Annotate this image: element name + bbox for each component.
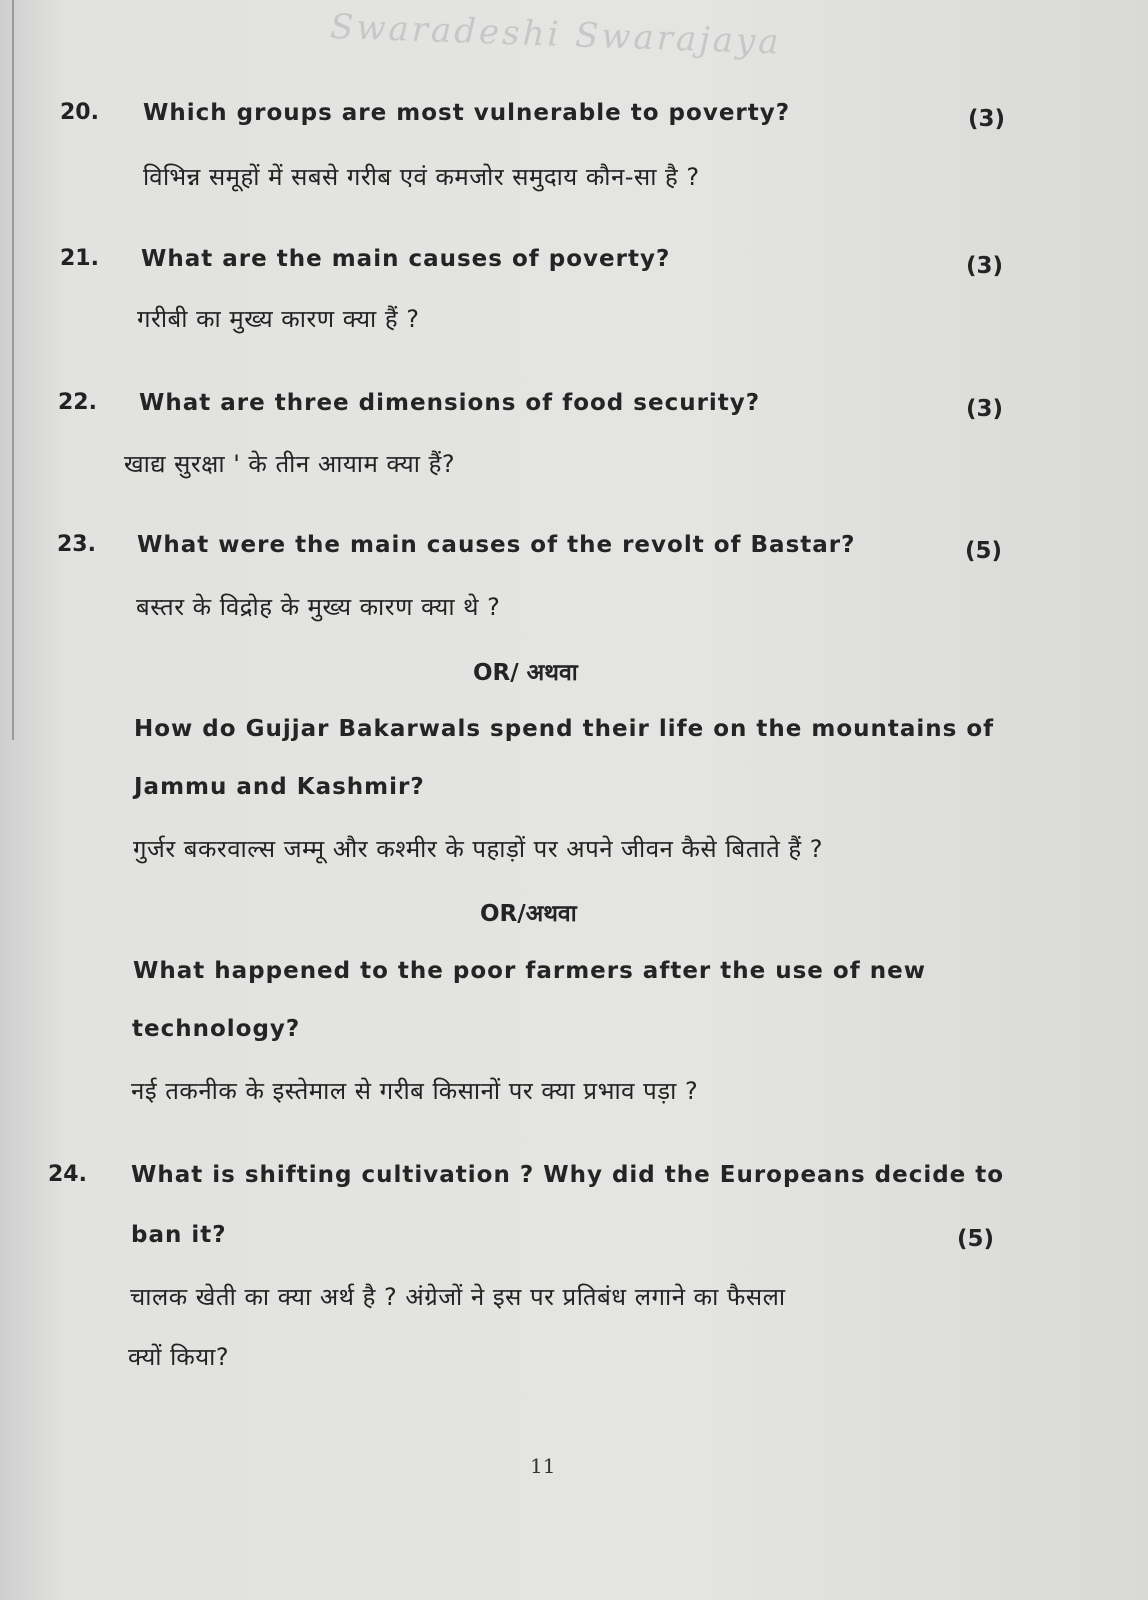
question-marks: (5) (957, 1226, 995, 1252)
question-number: 20. (60, 100, 99, 125)
question-text-hi: बस्तर के विद्रोह के मुख्य कारण क्या थे ? (136, 593, 501, 621)
question-text-en: Which groups are most vulnerable to poverty? (143, 100, 791, 126)
question-text-en: What are three dimensions of food security? (139, 390, 761, 416)
page-fold-line (12, 0, 14, 740)
alternative-question-en-cont: Jammu and Kashmir? (134, 774, 425, 800)
alternative-question-en: How do Gujjar Bakarwals spend their life on the mountains of (134, 716, 995, 742)
alternative-question-en: What happened to the poor farmers after the use of new (133, 958, 926, 984)
question-marks: (3) (968, 106, 1006, 132)
question-text-en: What are the main causes of poverty? (141, 246, 671, 272)
alternative-question-en-cont: technology? (132, 1016, 301, 1042)
question-text-hi: चालक खेती का क्या अर्थ है ? अंग्रेजों ने इस पर प्रतिबंध लगाने का फैसला (130, 1283, 786, 1311)
page-number: 11 (530, 1454, 556, 1478)
question-number: 22. (58, 390, 97, 415)
or-separator: OR/ अथवा (473, 660, 578, 686)
handwritten-note: Swaradeshi Swarajaya (329, 6, 783, 63)
question-text-en: What is shifting cultivation ? Why did the Europeans decide to (131, 1162, 1005, 1188)
question-number: 23. (57, 532, 96, 557)
or-separator: OR/अथवा (480, 901, 577, 927)
question-text-en: What were the main causes of the revolt of Bastar? (137, 532, 856, 558)
question-marks: (5) (965, 538, 1003, 564)
question-number: 21. (60, 246, 99, 271)
question-text-hi-cont: क्यों किया? (128, 1343, 230, 1371)
alternative-question-hi: नई तकनीक के इस्तेमाल से गरीब किसानों पर क्या प्रभाव पड़ा ? (131, 1077, 699, 1105)
question-marks: (3) (966, 396, 1004, 422)
question-number: 24. (48, 1162, 87, 1187)
question-text-hi: गरीबी का मुख्य कारण क्या हैं ? (137, 305, 420, 333)
question-marks: (3) (966, 253, 1004, 279)
question-text-hi: खाद्य सुरक्षा ' के तीन आयाम क्या हैं? (124, 450, 456, 478)
question-text-hi: विभिन्न समूहों में सबसे गरीब एवं कमजोर समुदाय कौन-सा है ? (143, 163, 700, 191)
question-text-en-cont: ban it? (131, 1222, 227, 1248)
alternative-question-hi: गुर्जर बकरवाल्स जम्मू और कश्मीर के पहाड़ों पर अपने जीवन कैसे बिताते हैं ? (133, 835, 824, 863)
